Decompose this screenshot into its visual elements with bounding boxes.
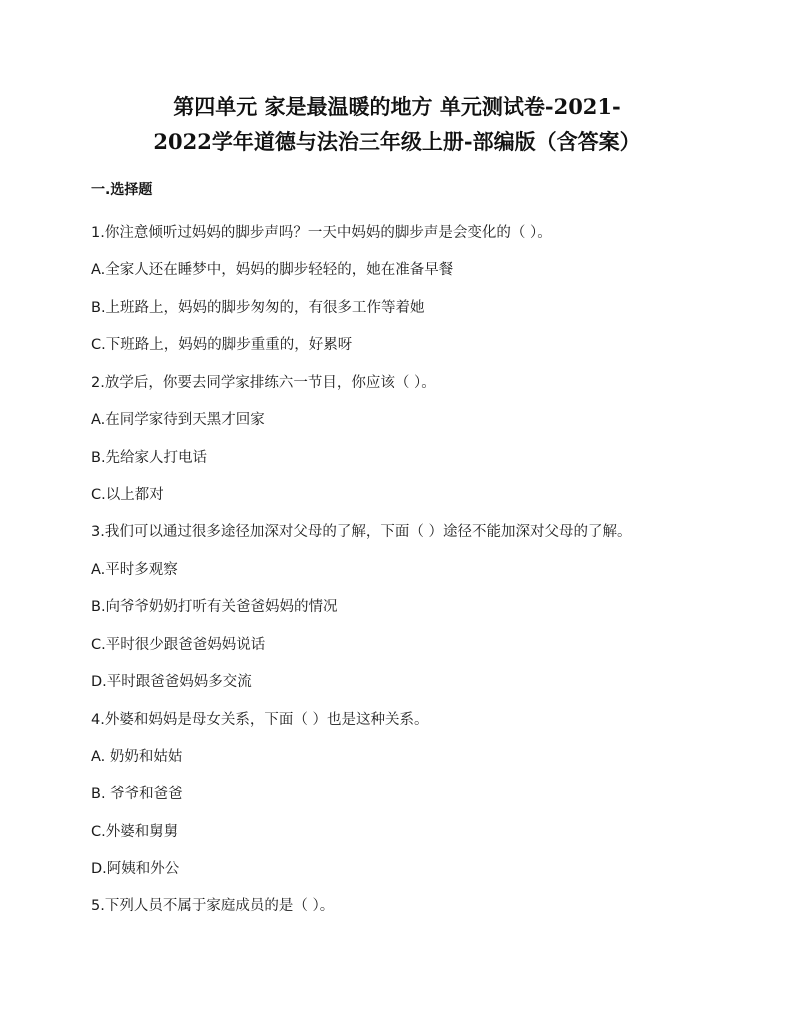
question-option: C.平时很少跟爸爸妈妈说话 [91,637,266,653]
question-option: B.向爷爷奶奶打听有关爸爸妈妈的情况 [91,599,338,615]
question-option: A.平时多观察 [91,562,178,578]
question-stem: 5.下列人员不属于家庭成员的是（ ）。 [91,898,335,914]
question-option: C.下班路上，妈妈的脚步重重的，好累呀 [91,337,353,353]
question-option: D.阿姨和外公 [91,861,180,877]
question-option: A. 奶奶和姑姑 [91,749,183,765]
question-option: C.以上都对 [91,487,164,503]
question-option: B.上班路上，妈妈的脚步匆匆的，有很多工作等着她 [91,300,425,316]
question-option: B. 爷爷和爸爸 [91,786,183,802]
question-option: B.先给家人打电话 [91,450,208,466]
question-stem: 4.外婆和妈妈是母女关系，下面（ ）也是这种关系。 [91,712,429,728]
section-heading: 一.选择题 [91,182,153,198]
document-title-line-2: 2022学年道德与法治三年级上册-部编版（含答案） [153,129,641,154]
document-title-line-1: 第四单元 家是最温暖的地方 单元测试卷-2021- [173,94,621,119]
question-stem: 3.我们可以通过很多途径加深对父母的了解，下面（ ）途径不能加深对父母的了解。 [91,524,632,540]
question-stem: 2.放学后，你要去同学家排练六一节目，你应该（ ）。 [91,375,436,391]
question-option: C.外婆和舅舅 [91,824,179,840]
question-option: A.全家人还在睡梦中，妈妈的脚步轻轻的，她在准备早餐 [91,262,454,278]
question-option: A.在同学家待到天黑才回家 [91,412,265,428]
question-stem: 1.你注意倾听过妈妈的脚步声吗？一天中妈妈的脚步声是会变化的（ ）。 [91,225,552,241]
question-option: D.平时跟爸爸妈妈多交流 [91,674,252,690]
